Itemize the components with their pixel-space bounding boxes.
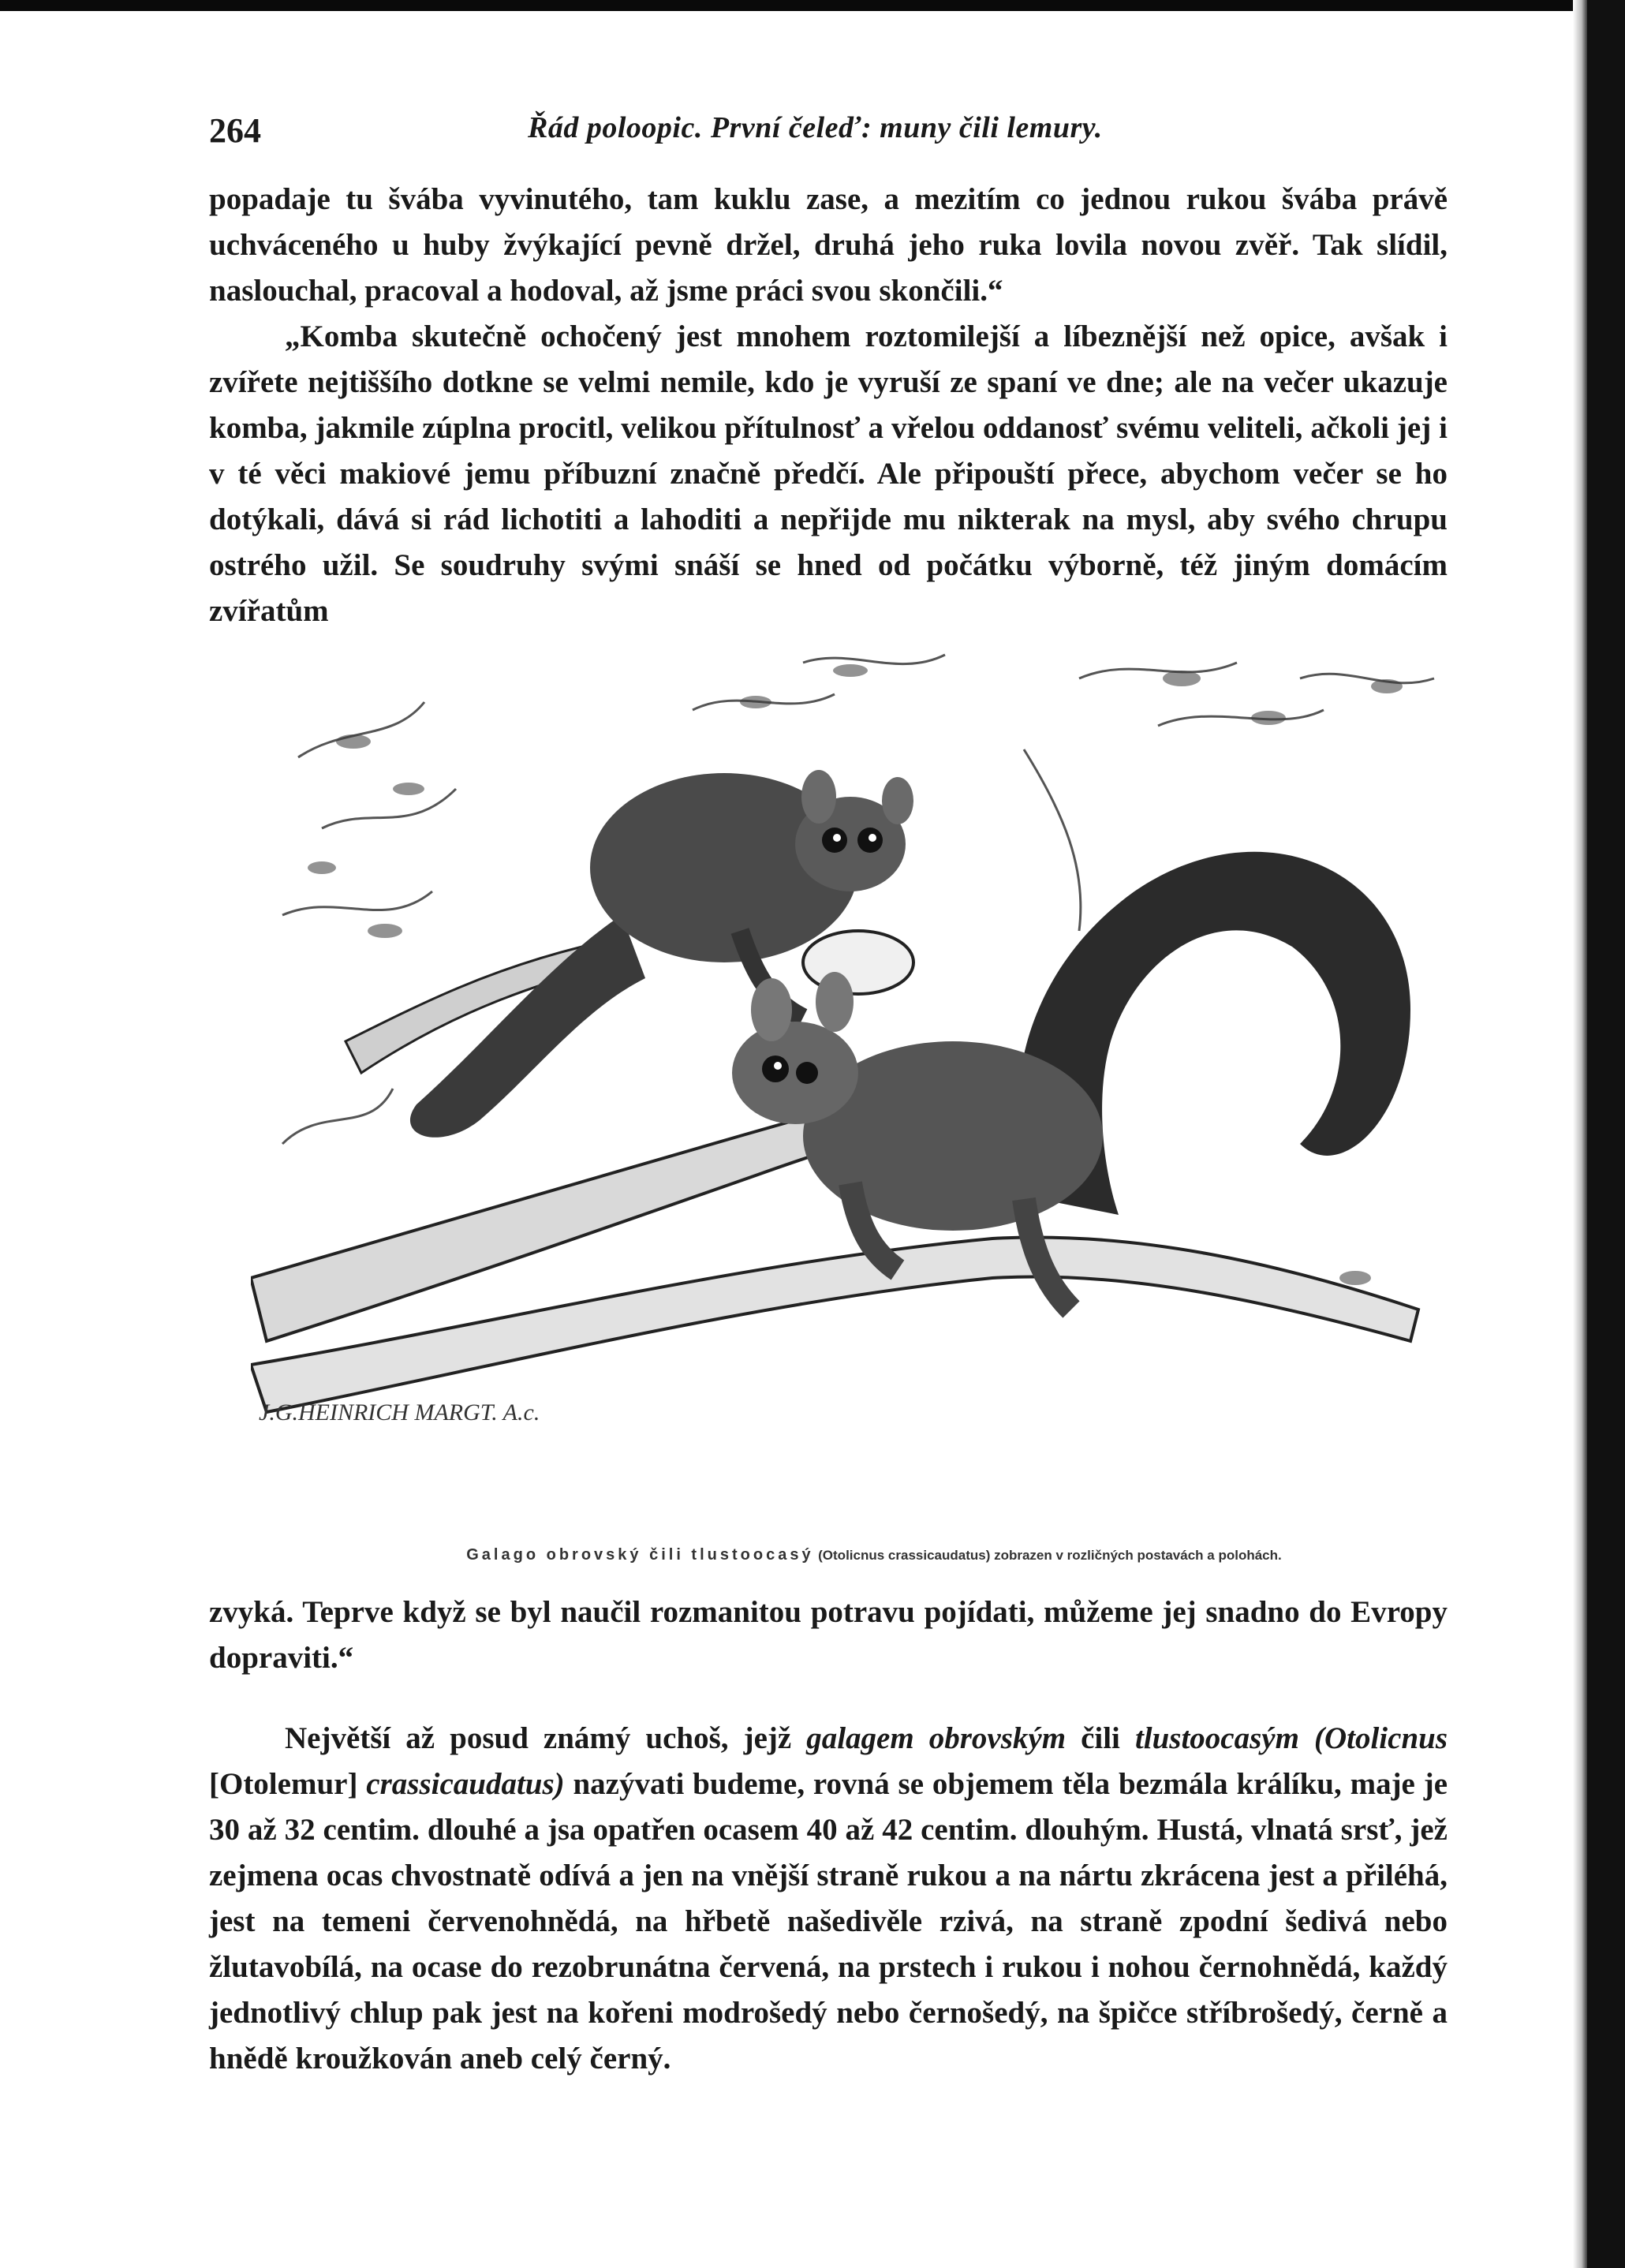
page-header (209, 104, 1448, 151)
page-number: 264 (209, 111, 261, 150)
p4-italic-species: crassicaudatus) (366, 1767, 565, 1801)
paragraph-2: „Komba skutečně ochočený jest mnohem roztomilejší a líbeznější než opice, avšak i zvířete nejtiššího dotkne se velmi nemile, kdo je vyruší ze spaní ve dne; ale na večer ukazuje komba, jakmile zúplna procitl, velikou přítulnosť a vřelou oddanosť svému veliteli, ačkoli jej i v té věci makiové jemu příbuzní značně předčí. Ale připouští přece, abychom večer se ho dotýkali, dává si rád lichotiti a lahoditi a nepřijde mu nikterak na mysl, aby svého chrupu ostrého užil. Se soudruhy svými snáší se hned od počátku výborně, též jiným domácím zvířatům (209, 319, 1448, 628)
scan-border-top (0, 0, 1625, 11)
p4-italic-galago: galagem obrovským (806, 1721, 1067, 1755)
running-head: Řád poloopic. První čeleď: muny čili lemury. (528, 111, 1103, 144)
caption-title: Galago obrovský čili tlustoocasý (466, 1546, 814, 1564)
p4-text-4: nazývati budeme, rovná se objemem těla bezmála králíku, maje je 30 až 32 centim. dlouhé a jsa opatřen ocasem 40 až 42 centim. dlouhým. Hustá, vlnatá srsť, jež zejmena ocas chvostnatě odívá a jen na vnější straně rukou a na nártu zkrácena jest a přiléhá, jest na temeni červenohnědá, na hřbetě našedivěle rzivá, na straně zpodní šedivá nebo žlutavobílá, na ocase do rezobrunátna červená, na prstech i rukou i nohou černohnědá, každý jednotlivý chlup pak jest na kořeni modrošedý nebo černošedý, na špičce stříbrošedý, černě a hnědě kroužkován aneb celý černý. (209, 1767, 1448, 2076)
text-block-middle (209, 1590, 1448, 1681)
p4-italic-tlustoocasy: tlustoocasým (Otolicnus (1134, 1721, 1448, 1755)
text-block-top (209, 177, 1448, 634)
p4-text-3: [Otolemur] (209, 1767, 367, 1801)
paragraph-4 (209, 1716, 1448, 2082)
galago-illustration (251, 631, 1497, 1538)
p4-text-2: čili (1066, 1721, 1135, 1755)
paragraph-1: popadaje tu švába vyvinutého, tam kuklu zase, a mezitím co jednou rukou švába právě uchváceného u huby žvýkající pevně držel, druhá jeho ruka lovila novou zvěř. Tak slídil, naslouchal, pracoval a hodoval, až jsme práci svou skončili.“ (209, 182, 1448, 308)
page-gutter-shadow (1573, 0, 1587, 2268)
scan-border-right (1587, 0, 1625, 2268)
p4-text-1: Největší až posud známý uchoš, jejž (285, 1721, 807, 1755)
text-block-bottom (209, 1716, 1448, 2082)
caption-description: (Otolicnus crassicaudatus) zobrazen v rozličných postavách a polohách. (818, 1548, 1282, 1563)
figure-caption (251, 1546, 1497, 1564)
engraving-galagos (251, 631, 1497, 1538)
paragraph-3: zvyká. Teprve když se byl naučil rozmanitou potravu pojídati, můžeme jej snadno do Evropy dopraviti.“ (209, 1595, 1448, 1675)
engraver-signature: J.G.HEINRICH MARGT. A.c. (259, 1399, 540, 1425)
